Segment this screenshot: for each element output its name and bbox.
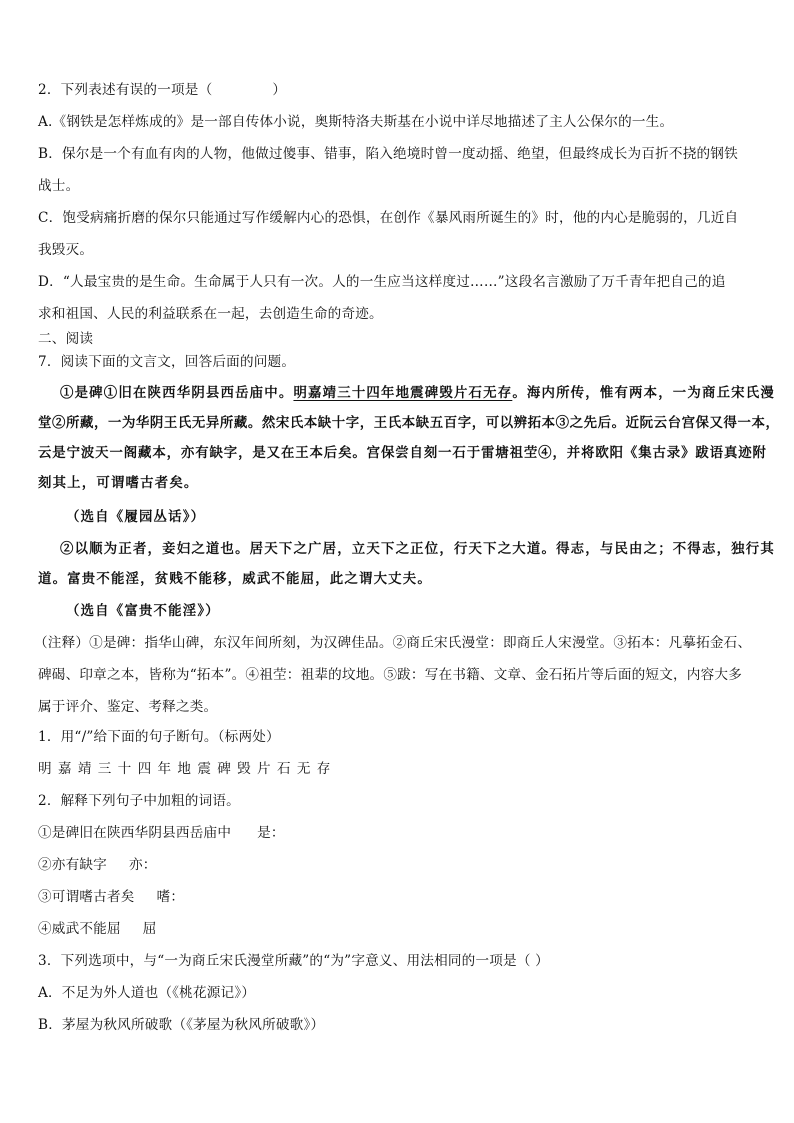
passage1-line3: 云是宁波天一阁藏本，亦有缺字，是又在王本后矣。宫保尝自刻一石于雷塘祖茔④，并将欧阳《集古录》跋语真迹附 — [38, 445, 767, 461]
q2-option-c-line1: C．饱受病痛折磨的保尔只能通过写作缓解内心的恐惧，在创作《暴风雨所诞生的》时，他的内心是脆弱的，几近自 — [38, 210, 739, 226]
passage1-source: （选自《履园丛话》） — [66, 509, 206, 525]
subq1: 1．用“/”给下面的句子断句。（标两处） — [38, 729, 280, 745]
subq3-option-b: B．茅屋为秋风所破歌（《茅屋为秋风所破歌》） — [38, 1017, 325, 1033]
subq2: 2．解释下列句子中加粗的词语。 — [38, 793, 240, 809]
q7-intro: 7．阅读下面的文言文，回答后面的问题。 — [38, 354, 296, 370]
q2-option-b-line1: B．保尔是一个有血有肉的人物，他做过傻事、错事，陷入绝境时曾一度动摇、绝望，但最终成长为百折不挠的钢铁 — [38, 146, 738, 162]
q2-option-b-line2: 战士。 — [38, 178, 80, 194]
q2-option-d-line1: D．“人最宝贵的是生命。生命属于人只有一次。人的一生应当这样度过……”这段名言激励了万千青年把自己的追 — [38, 274, 726, 290]
notes-line2: 碑碣、印章之本，皆称为“拓本”。④祖茔：祖辈的坟地。⑤跋：写在书籍、文章、金石拓片等后面的短文，内容大多 — [38, 667, 742, 683]
q2-stem: 2．下列表述有误的一项是（ ） — [38, 82, 287, 98]
subq3: 3．下列选项中，与“一为商丘宋氏漫堂所藏”的“为”字意义、用法相同的一项是（ ） — [38, 953, 549, 969]
passage2-source: （选自《富贵不能淫》） — [66, 603, 220, 619]
subq2-item3: ③可谓嗜古者矣 嗜： — [38, 889, 185, 905]
subq2-item1: ①是碑旧在陕西华阴县西岳庙中 是： — [38, 825, 285, 841]
passage1-line2: 堂②所藏，一为华阴王氏无异所藏。然宋氏本缺十字，王氏本缺五百字，可以辨拓本③之先后。近阮云台宫保又得一本， — [38, 415, 780, 431]
subq1-sentence: 明 嘉 靖 三 十 四 年 地 震 碑 毁 片 石 无 存 — [38, 761, 332, 777]
subq3-option-a: A．不足为外人道也（《桃花源记》） — [38, 985, 256, 1001]
q2-option-a: A.《钢铁是怎样炼成的》是一部自传体小说，奥斯特洛夫斯基在小说中详尽地描述了主人公保尔的一生。 — [38, 114, 674, 130]
passage1-line4: 刻其上，可谓嗜古者矣。 — [38, 475, 199, 491]
underlined-sentence: 明嘉靖三十四年地震碑毁片石无存 — [293, 385, 513, 401]
q2-option-c-line2: 我毁灭。 — [38, 242, 94, 258]
notes-line1: （注释）①是碑：指华山碑，东汉年间所刻，为汉碑佳品。②商丘宋氏漫堂：即商丘人宋漫堂。③拓本：凡摹拓金石、 — [34, 635, 752, 651]
q2-option-d-line2: 求和祖国、人民的利益联系在一起，去创造生命的奇迹。 — [38, 306, 383, 322]
subq2-item2: ②亦有缺字 亦： — [38, 857, 157, 873]
section-heading: 二、阅读 — [38, 331, 94, 347]
passage1-line1: ①是碑①旧在陕西华阴县西岳庙中。明嘉靖三十四年地震碑毁片石无存。海内所传，惟有两本，一为商丘宋氏漫 — [60, 385, 775, 401]
passage2-line1: ②以顺为正者，妾妇之道也。居天下之广居，立天下之正位，行天下之大道。得志，与民由之；不得志，独行其 — [60, 541, 775, 557]
notes-line3: 属于评介、鉴定、考释之类。 — [38, 699, 218, 715]
subq2-item4: ④威武不能屈 屈 — [38, 921, 157, 937]
passage2-line2: 道。富贵不能淫，贫贱不能移，威武不能屈，此之谓大丈夫。 — [38, 571, 432, 587]
